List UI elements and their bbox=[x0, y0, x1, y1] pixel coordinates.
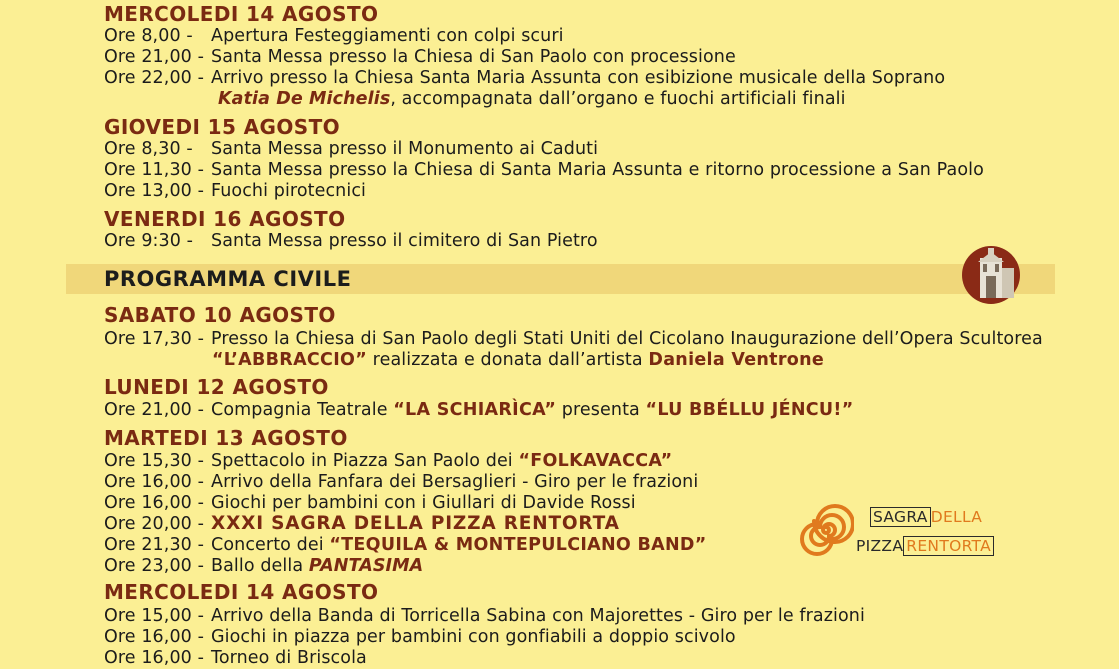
time-label: Ore 15,00 - bbox=[104, 606, 204, 626]
time-label: Ore 21,00 - bbox=[104, 47, 204, 67]
time-label: Ore 17,30 - bbox=[104, 329, 204, 349]
schedule-row bbox=[104, 626, 736, 648]
schedule-row-continuation bbox=[218, 88, 846, 110]
day-heading-martedi: MARTEDI 13 AGOSTO bbox=[104, 426, 348, 450]
schedule-row bbox=[104, 159, 984, 181]
time-label: Ore 21,30 - bbox=[104, 535, 204, 555]
event-text: Arrivo della Fanfara dei Bersaglieri - Giro per le frazioni bbox=[211, 472, 699, 492]
time-label: Ore 16,00 - bbox=[104, 627, 204, 647]
event-text: Santa Messa presso il Monumento ai Caduti bbox=[211, 139, 599, 159]
time-label: Ore 16,00 - bbox=[104, 648, 204, 668]
schedule-row bbox=[104, 647, 367, 669]
event-text: Giochi per bambini con i Giullari di Davide Rossi bbox=[211, 493, 636, 513]
opera-title: “L’ABBRACCIO” bbox=[212, 350, 367, 370]
day-heading-giovedi: GIOVEDI 15 AGOSTO bbox=[104, 115, 341, 139]
time-label: Ore 8,00 - bbox=[104, 26, 193, 46]
time-label: Ore 23,00 - bbox=[104, 556, 204, 576]
event-text: Santa Messa presso la Chiesa di Santa Maria Assunta e ritorno processione a San Paolo bbox=[211, 160, 984, 180]
event-text: Santa Messa presso la Chiesa di San Paolo con processione bbox=[211, 47, 736, 67]
time-label: Ore 9:30 - bbox=[104, 231, 194, 251]
event-text: realizzata e donata dall’artista bbox=[367, 350, 649, 370]
time-label: Ore 22,00 - bbox=[104, 68, 204, 88]
event-text: Santa Messa presso il cimitero di San Pietro bbox=[211, 231, 598, 251]
show-title: “LU BBÉLLU JÉNCU!” bbox=[645, 400, 854, 420]
church-logo-icon bbox=[958, 246, 1024, 304]
event-text: Concerto dei bbox=[211, 535, 330, 555]
schedule-row bbox=[104, 534, 707, 556]
event-text: Arrivo presso la Chiesa Santa Maria Assunta con esibizione musicale della Soprano bbox=[211, 68, 946, 88]
event-text: Arrivo della Banda di Torricella Sabina con Majorettes - Giro per le frazioni bbox=[211, 606, 865, 626]
artist-name: Daniela Ventrone bbox=[648, 350, 824, 370]
schedule-row bbox=[104, 46, 736, 68]
schedule-row bbox=[104, 513, 620, 535]
day-heading-sabato: SABATO 10 AGOSTO bbox=[104, 303, 336, 327]
schedule-row bbox=[104, 67, 945, 89]
schedule-row-continuation bbox=[212, 349, 824, 371]
event-text: Compagnia Teatrale bbox=[211, 400, 394, 420]
schedule-row bbox=[104, 450, 672, 472]
company-name: “LA SCHIARÌCA” bbox=[393, 400, 557, 420]
event-text: Ballo della bbox=[211, 556, 309, 576]
event-text: Presso la Chiesa di San Paolo degli Stati Uniti del Cicolano Inaugurazione dell’Opera Scultorea bbox=[211, 329, 1043, 349]
time-label: Ore 13,00 - bbox=[104, 181, 204, 201]
sagra-logo bbox=[798, 500, 1038, 564]
day-heading-lunedi: LUNEDI 12 AGOSTO bbox=[104, 375, 329, 399]
schedule-row bbox=[104, 180, 366, 202]
time-label: Ore 16,00 - bbox=[104, 472, 204, 492]
event-text: Spettacolo in Piazza San Paolo dei bbox=[211, 451, 519, 471]
spiral-icon bbox=[798, 502, 854, 558]
event-text: , accompagnata dall’organo e fuochi artificiali finali bbox=[390, 89, 846, 109]
event-text: presenta bbox=[556, 400, 646, 420]
time-label: Ore 11,30 - bbox=[104, 160, 204, 180]
schedule-row bbox=[104, 25, 564, 47]
event-text: Giochi in piazza per bambini con gonfiabili a doppio scivolo bbox=[211, 627, 736, 647]
sagra-logo-line1: SAGRA DELLA bbox=[870, 508, 982, 526]
time-label: Ore 20,00 - bbox=[104, 514, 204, 534]
sagra-logo-line2: PIZZA RENTORTA bbox=[856, 537, 994, 555]
event-text: Fuochi pirotecnici bbox=[211, 181, 367, 201]
time-label: Ore 8,30 - bbox=[104, 139, 193, 159]
schedule-row bbox=[104, 605, 865, 627]
schedule-row bbox=[104, 471, 698, 493]
day-heading-mercoledi-religioso: MERCOLEDI 14 AGOSTO bbox=[104, 2, 379, 26]
day-heading-mercoledi-civile: MERCOLEDI 14 AGOSTO bbox=[104, 580, 379, 604]
schedule-row bbox=[104, 492, 636, 514]
sagra-title: XXXI SAGRA DELLA PIZZA RENTORTA bbox=[211, 513, 620, 534]
dance-name: PANTASIMA bbox=[308, 556, 424, 576]
time-label: Ore 21,00 - bbox=[104, 400, 204, 420]
schedule-row bbox=[104, 399, 854, 421]
event-text: Torneo di Briscola bbox=[211, 648, 367, 668]
section-title-programma-civile: PROGRAMMA CIVILE bbox=[104, 267, 352, 291]
day-heading-venerdi: VENERDI 16 AGOSTO bbox=[104, 207, 346, 231]
schedule-row bbox=[104, 328, 1043, 350]
schedule-row bbox=[104, 555, 423, 577]
band-name: “TEQUILA & MONTEPULCIANO BAND” bbox=[329, 535, 707, 555]
event-text: Apertura Festeggiamenti con colpi scuri bbox=[211, 26, 564, 46]
schedule-row bbox=[104, 138, 598, 160]
schedule-row bbox=[104, 230, 598, 252]
group-name: “FOLKAVACCA” bbox=[518, 451, 673, 471]
time-label: Ore 16,00 - bbox=[104, 493, 204, 513]
time-label: Ore 15,30 - bbox=[104, 451, 204, 471]
soprano-name: Katia De Michelis bbox=[218, 89, 391, 109]
